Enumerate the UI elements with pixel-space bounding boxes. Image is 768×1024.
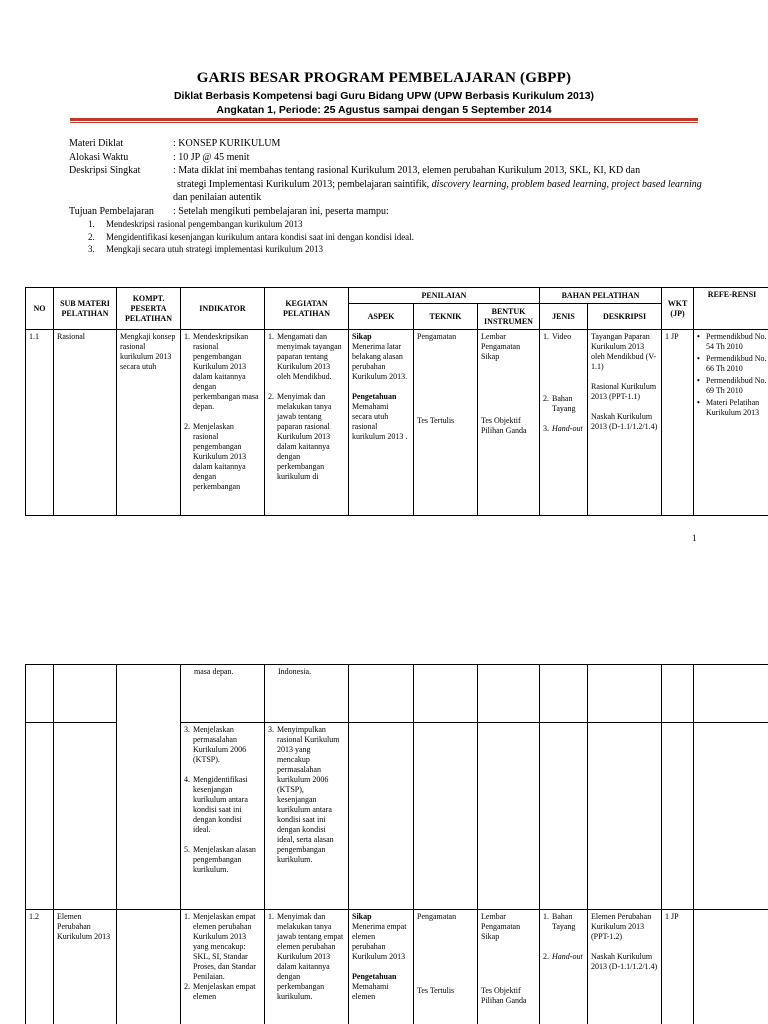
deskripsi-value [173, 164, 709, 205]
cell-sub: Elemen Perubahan Kurikulum 2013 [54, 910, 117, 1024]
col-kegiatan: KEGIATAN PELATIHAN [265, 288, 349, 330]
cell-sub: Rasional [54, 330, 117, 516]
course-info [69, 137, 709, 256]
cell-kompt: Mengkaji konsep rasional kurikulum 2013 secara utuh [117, 330, 181, 516]
list-item: 1. Mendeskripsi rasional pengembangan kurikulum 2013 [88, 219, 303, 229]
col-bahan: BAHAN PELATIHAN [540, 288, 662, 304]
list-item: 2. Bahan Tayang [543, 394, 576, 413]
col-aspek: ASPEK [349, 304, 414, 330]
bullet-icon: • [697, 376, 700, 385]
bullet-icon: • [697, 332, 700, 341]
col-referensi: REFE-RENSI [694, 288, 768, 330]
gbpp-table-continued [25, 664, 768, 1024]
list-item: 1. Mengamati dan menyimak tayangan paparan tentang Kurikulum 2013 oleh Mendikbud. [268, 332, 342, 381]
tujuan-label: Tujuan Pembelajaran [69, 205, 154, 217]
col-bentuk: BENTUK INSTRUMEN [478, 304, 540, 330]
list-item: 1. Mendeskripsikan rasional pengembangan Kurikulum 2013 dalam kaitannya dengan perkembangan masa depan. [184, 332, 259, 411]
list-item: 2. Menjelaskan rasional pengembangan Kurikulum 2013 dalam kaitannya dengan perkembangan [184, 422, 247, 491]
list-item: 3. Mengkaji secara utuh strategi implementasi kurikulum 2013 [88, 244, 323, 254]
cell-jenis [540, 910, 588, 1024]
alokasi-label: Alokasi Waktu [69, 151, 129, 163]
col-indikator: INDIKATOR [181, 288, 265, 330]
cell-bentuk: Lembar Pengamatan Sikap Tes Objektif Pilihan Ganda [478, 910, 540, 1024]
list-item: • Permendikbud No. 69 Th 2010 [697, 376, 767, 395]
list-item: 1. Menjelaskan empat elemen perubahan Kurikulum 2013 yang mencakup: SKL, SI, Standar Proses, dan Standar Penilaian. [184, 912, 256, 981]
document-subtitle: Diklat Berbasis Kompetensi bagi Guru Bidang UPW (UPW Berbasis Kurikulum 2013) [173, 90, 595, 102]
materi-value: : KONSEP KURIKULUM [173, 138, 281, 149]
deskripsi-italic: discovery learning, problem based learning, project based learning [431, 178, 702, 190]
bullet-icon: • [697, 354, 700, 363]
col-teknik: TEKNIK [414, 304, 478, 330]
col-penilaian: PENILAIAN [349, 288, 540, 304]
cell-teknik: Pengamatan Tes Tertulis [414, 330, 478, 516]
list-item: 5. Menjelaskan alasan pengembangan kurikulum. [184, 845, 256, 874]
col-deskripsi: DESKRIPSI [588, 304, 662, 330]
list-item: 3. Menjelaskan permasalahan Kurikulum 2006 (KTSP). [184, 725, 247, 764]
list-item: • Permendikbud No. 66 Th 2010 [697, 354, 767, 373]
cell-kegiatan [265, 330, 349, 516]
list-item: 1. Bahan Tayang [543, 912, 576, 931]
col-wkt: WKT (JP) [662, 288, 694, 330]
cell-deskripsi: Elemen Perubahan Kurikulum 2013 (PPT-1.2) Naskah Kurikulum 2013 (D-1.1/1.2/1.4) [588, 910, 662, 1024]
list-item: 3. Hand-out [543, 424, 583, 433]
cell-no: 1.2 [26, 910, 54, 1024]
tujuan-value: : Setelah mengikuti pembelajaran ini, peserta mampu: [173, 205, 389, 217]
col-no: NO [26, 288, 54, 330]
cell-wkt: 1 JP [662, 330, 694, 516]
cell-indikator-tail: masa depan. [181, 665, 265, 723]
gbpp-table [25, 287, 768, 516]
table-row [26, 665, 768, 723]
cell-kegiatan [265, 910, 349, 1024]
header-rule-thin [70, 122, 698, 123]
list-item: 2. Menyimak dan melakukan tanya jawab tentang paparan rasional Kurikulum 2013 dalam kaitannya dengan perkembangan kurikulum di [268, 392, 332, 481]
materi-label: Materi Diklat [69, 138, 124, 149]
list-item: • Permendikbud No. 54 Th 2010 [697, 332, 767, 351]
cell-kegiatan-tail: Indonesia. [265, 665, 349, 723]
cell-aspek: Sikap Menerima empat elemen perubahan Kurikulum 2013 Pengetahuan Memahami elemen [349, 910, 414, 1024]
cell-teknik: Pengamatan Tes Tertulis [414, 910, 478, 1024]
page-number: 1 [692, 533, 697, 543]
cell-referensi [694, 330, 768, 516]
list-item: 2. Menjelaskan empat elemen [184, 982, 256, 1001]
col-jenis: JENIS [540, 304, 588, 330]
cell-indikator [181, 330, 265, 516]
cell-deskripsi: Tayangan Paparan Kurikulum 2013 oleh Mendikbud (V-1.1) Rasional Kurikulum 2013 (PPT-1.1) Naskah Kurikulum 2013 (D-1.1/1.2/1.4) [588, 330, 662, 516]
document-period: Angkatan 1, Periode: 25 Agustus sampai dengan 5 September 2014 [216, 104, 552, 116]
bullet-icon: • [697, 398, 700, 407]
cell-jenis [540, 330, 588, 516]
page-gap [0, 560, 768, 664]
cell-indikator [181, 910, 265, 1024]
cell-indikator [181, 723, 265, 910]
page-2 [0, 664, 768, 1024]
list-item: 3. Menyimpulkan rasional Kurikulum 2013 yang mencakup permasalahan kurikulum 2006 (KTSP), kesenjangan kurikulum antara kondisi saat ini dengan kondisi ideal, serta alasan pengembangan kurikulum. [268, 725, 340, 864]
deskripsi-label: Deskripsi Singkat [69, 165, 141, 176]
deskripsi-line-3: dan penilaian autentik [173, 192, 262, 203]
cell-aspek: Sikap Menerima latar belakang alasan perubahan Kurikulum 2013. Pengetahuan Memahami secara utuh rasional kurikulum 2013 . [349, 330, 414, 516]
deskripsi-line-1: : Mata diklat ini membahas tentang rasional Kurikulum 2013, elemen perubahan Kurikulum 2013, SKL, KI, KD dan [173, 165, 641, 176]
list-item: 4. Mengidentifikasi kesenjangan kurikulum antara kondisi saat ini dengan kondisi ideal. [184, 775, 248, 834]
list-item: 1. Video [543, 332, 572, 341]
alokasi-value: : 10 JP @ 45 menit [173, 151, 250, 163]
list-item: 2. Mengidentifikasi kesenjangan kurikulum antara kondisi saat ini dengan kondisi ideal. [88, 231, 414, 242]
header-row [26, 288, 768, 304]
col-kompt: KOMPT. PESERTA PELATIHAN [117, 288, 181, 330]
cell-bentuk: Lembar Pengamatan Sikap Tes Objektif Pilihan Ganda [478, 330, 540, 516]
list-item: • Materi Pelatihan Kurikulum 2013 [697, 398, 760, 417]
document-title: GARIS BESAR PROGRAM PEMBELAJARAN (GBPP) [196, 70, 572, 86]
list-item: 2. Hand-out [543, 952, 583, 961]
col-sub-materi: SUB MATERI PELATIHAN [54, 288, 117, 330]
cell-kegiatan [265, 723, 349, 910]
objectives-list [69, 218, 709, 256]
cell-no: 1.1 [26, 330, 54, 516]
list-item: 1. Menyimak dan melakukan tanya jawab tentang empat elemen perubahan Kurikulum 2013 dalam kaitannya dengan perkembangan kurikulum. [268, 912, 344, 1001]
cell-wkt: 1 JP [662, 910, 694, 1024]
header-rule [70, 118, 698, 121]
deskripsi-line-2: strategi Implementasi Kurikulum 2013; pembelajaran saintifik, [177, 178, 432, 190]
table-row [26, 330, 768, 516]
table-row [26, 910, 768, 1024]
